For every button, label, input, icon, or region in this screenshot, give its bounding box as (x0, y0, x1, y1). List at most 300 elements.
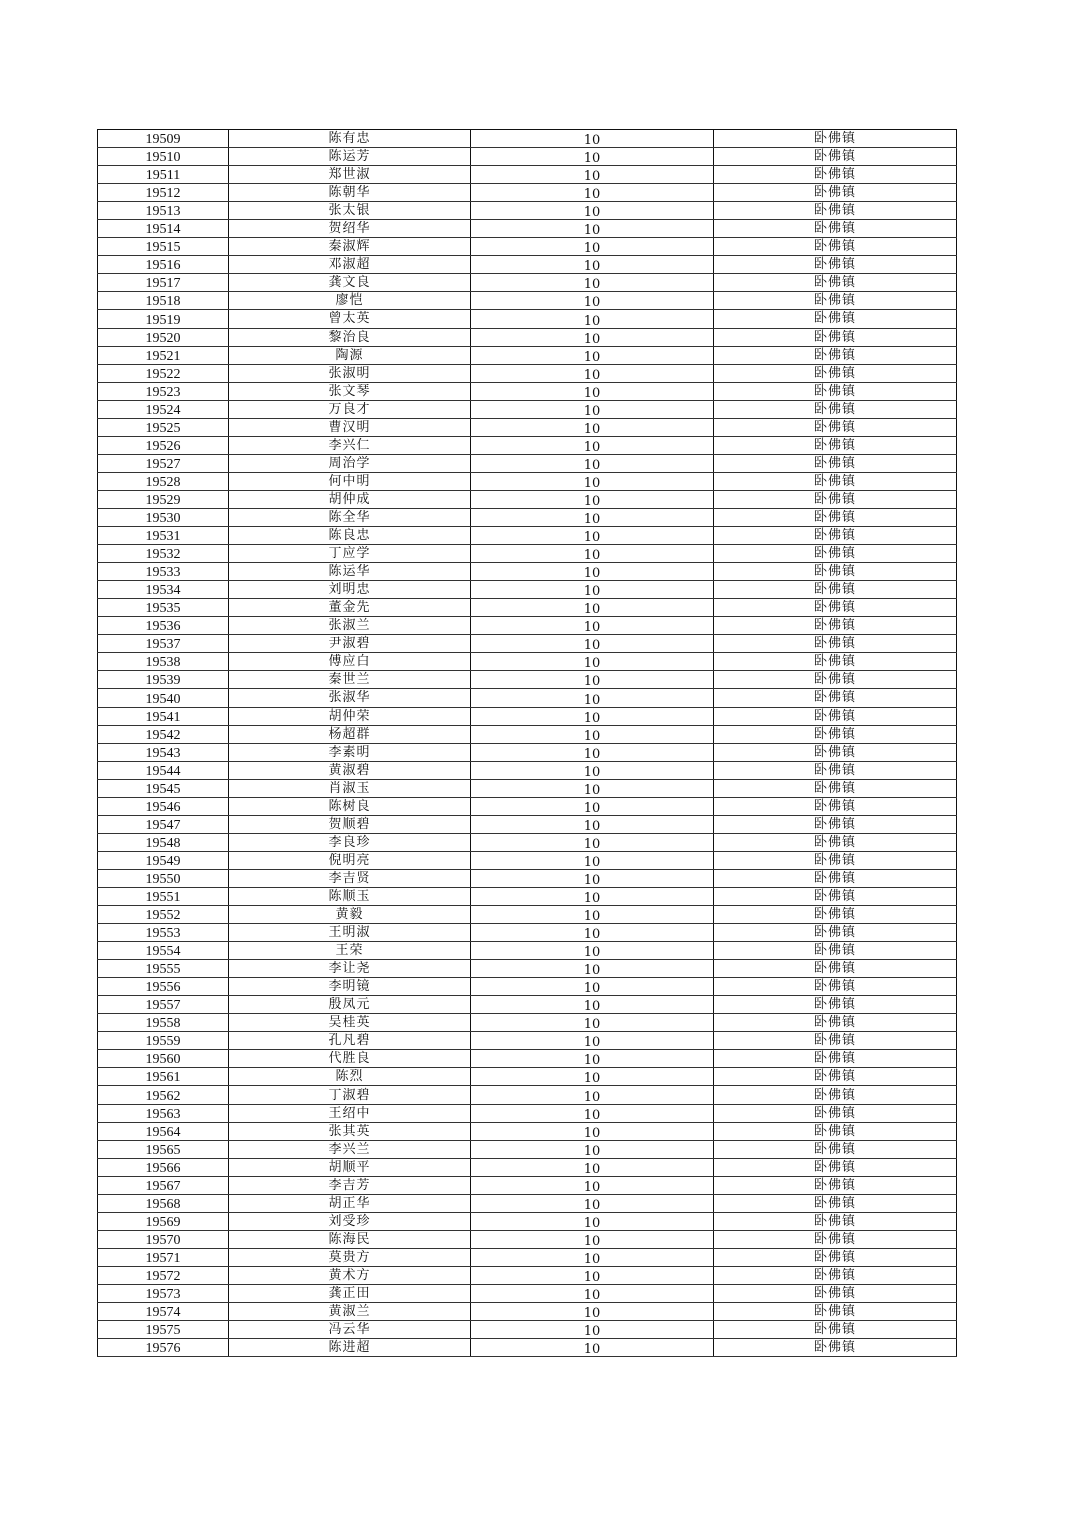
serial-number-cell: 19541 (98, 707, 229, 725)
town-cell: 卧佛镇 (714, 256, 957, 274)
amount-cell: 10 (471, 184, 714, 202)
table-row (98, 1194, 957, 1212)
name-cell: 尹淑碧 (229, 635, 471, 653)
town-cell: 卧佛镇 (714, 328, 957, 346)
name-cell: 冯云华 (229, 1321, 471, 1339)
serial-number-cell: 19549 (98, 851, 229, 869)
name-cell: 周治学 (229, 454, 471, 472)
name-cell: 代胜良 (229, 1050, 471, 1068)
serial-number-cell: 19546 (98, 797, 229, 815)
name-cell: 王绍中 (229, 1104, 471, 1122)
name-cell: 郑世淑 (229, 166, 471, 184)
name-cell: 黄淑碧 (229, 761, 471, 779)
serial-number-cell: 19519 (98, 310, 229, 328)
serial-number-cell: 19553 (98, 924, 229, 942)
town-cell: 卧佛镇 (714, 851, 957, 869)
town-cell: 卧佛镇 (714, 942, 957, 960)
amount-cell: 10 (471, 1068, 714, 1086)
serial-number-cell: 19534 (98, 581, 229, 599)
amount-cell: 10 (471, 310, 714, 328)
amount-cell: 10 (471, 581, 714, 599)
serial-number-cell: 19521 (98, 346, 229, 364)
name-cell: 胡仲成 (229, 490, 471, 508)
name-cell: 张太银 (229, 202, 471, 220)
town-cell: 卧佛镇 (714, 130, 957, 148)
name-cell: 陈进超 (229, 1339, 471, 1357)
table-row (98, 508, 957, 526)
town-cell: 卧佛镇 (714, 292, 957, 310)
town-cell: 卧佛镇 (714, 274, 957, 292)
table-row (98, 292, 957, 310)
town-cell: 卧佛镇 (714, 220, 957, 238)
serial-number-cell: 19562 (98, 1086, 229, 1104)
town-cell: 卧佛镇 (714, 310, 957, 328)
amount-cell: 10 (471, 1158, 714, 1176)
name-cell: 刘明忠 (229, 581, 471, 599)
table-row (98, 815, 957, 833)
name-cell: 胡仲荣 (229, 707, 471, 725)
table-row (98, 1339, 957, 1357)
town-cell: 卧佛镇 (714, 1122, 957, 1140)
name-cell: 李吉芳 (229, 1176, 471, 1194)
serial-number-cell: 19568 (98, 1194, 229, 1212)
amount-cell: 10 (471, 346, 714, 364)
amount-cell: 10 (471, 833, 714, 851)
table-row (98, 599, 957, 617)
table-row (98, 761, 957, 779)
serial-number-cell: 19554 (98, 942, 229, 960)
serial-number-cell: 19565 (98, 1140, 229, 1158)
amount-cell: 10 (471, 1032, 714, 1050)
name-cell: 陈顺玉 (229, 887, 471, 905)
town-cell: 卧佛镇 (714, 1014, 957, 1032)
amount-cell: 10 (471, 563, 714, 581)
name-cell: 刘受珍 (229, 1212, 471, 1230)
town-cell: 卧佛镇 (714, 1303, 957, 1321)
table-row (98, 1140, 957, 1158)
name-cell: 黎治良 (229, 328, 471, 346)
amount-cell: 10 (471, 527, 714, 545)
town-cell: 卧佛镇 (714, 1176, 957, 1194)
town-cell: 卧佛镇 (714, 689, 957, 707)
amount-cell: 10 (471, 996, 714, 1014)
serial-number-cell: 19572 (98, 1266, 229, 1284)
table-row (98, 924, 957, 942)
serial-number-cell: 19543 (98, 743, 229, 761)
name-cell: 殷凤元 (229, 996, 471, 1014)
table-row (98, 454, 957, 472)
town-cell: 卧佛镇 (714, 725, 957, 743)
table-row (98, 563, 957, 581)
amount-cell: 10 (471, 256, 714, 274)
amount-cell: 10 (471, 238, 714, 256)
name-cell: 李明镜 (229, 978, 471, 996)
serial-number-cell: 19551 (98, 887, 229, 905)
town-cell: 卧佛镇 (714, 148, 957, 166)
table-row (98, 833, 957, 851)
table-row (98, 996, 957, 1014)
amount-cell: 10 (471, 166, 714, 184)
amount-cell: 10 (471, 815, 714, 833)
amount-cell: 10 (471, 1266, 714, 1284)
amount-cell: 10 (471, 869, 714, 887)
amount-cell: 10 (471, 1303, 714, 1321)
table-row (98, 743, 957, 761)
serial-number-cell: 19552 (98, 906, 229, 924)
town-cell: 卧佛镇 (714, 400, 957, 418)
serial-number-cell: 19563 (98, 1104, 229, 1122)
town-cell: 卧佛镇 (714, 418, 957, 436)
name-cell: 陈海民 (229, 1230, 471, 1248)
town-cell: 卧佛镇 (714, 1068, 957, 1086)
amount-cell: 10 (471, 418, 714, 436)
table-row (98, 1104, 957, 1122)
town-cell: 卧佛镇 (714, 1285, 957, 1303)
table-row (98, 274, 957, 292)
name-cell: 何中明 (229, 472, 471, 490)
amount-cell: 10 (471, 472, 714, 490)
serial-number-cell: 19524 (98, 400, 229, 418)
serial-number-cell: 19567 (98, 1176, 229, 1194)
serial-number-cell: 19530 (98, 508, 229, 526)
amount-cell: 10 (471, 130, 714, 148)
town-cell: 卧佛镇 (714, 599, 957, 617)
name-cell: 龚文良 (229, 274, 471, 292)
amount-cell: 10 (471, 1050, 714, 1068)
serial-number-cell: 19510 (98, 148, 229, 166)
town-cell: 卧佛镇 (714, 1140, 957, 1158)
name-cell: 黄淑兰 (229, 1303, 471, 1321)
table-row (98, 166, 957, 184)
table-row (98, 436, 957, 454)
amount-cell: 10 (471, 906, 714, 924)
name-cell: 张淑华 (229, 689, 471, 707)
name-cell: 吴桂英 (229, 1014, 471, 1032)
name-cell: 陈有忠 (229, 130, 471, 148)
table-row (98, 364, 957, 382)
town-cell: 卧佛镇 (714, 508, 957, 526)
serial-number-cell: 19548 (98, 833, 229, 851)
amount-cell: 10 (471, 887, 714, 905)
table-row (98, 581, 957, 599)
name-cell: 莫贵方 (229, 1248, 471, 1266)
town-cell: 卧佛镇 (714, 761, 957, 779)
town-cell: 卧佛镇 (714, 563, 957, 581)
town-cell: 卧佛镇 (714, 1158, 957, 1176)
name-cell: 丁应学 (229, 545, 471, 563)
name-cell: 孔凡碧 (229, 1032, 471, 1050)
name-cell: 李素明 (229, 743, 471, 761)
town-cell: 卧佛镇 (714, 364, 957, 382)
table-row (98, 148, 957, 166)
amount-cell: 10 (471, 689, 714, 707)
amount-cell: 10 (471, 364, 714, 382)
table-row (98, 1122, 957, 1140)
amount-cell: 10 (471, 508, 714, 526)
name-cell: 陈良忠 (229, 527, 471, 545)
town-cell: 卧佛镇 (714, 581, 957, 599)
name-cell: 邓淑超 (229, 256, 471, 274)
table-row (98, 256, 957, 274)
serial-number-cell: 19513 (98, 202, 229, 220)
serial-number-cell: 19529 (98, 490, 229, 508)
name-cell: 陈树良 (229, 797, 471, 815)
serial-number-cell: 19550 (98, 869, 229, 887)
serial-number-cell: 19570 (98, 1230, 229, 1248)
table-row (98, 418, 957, 436)
town-cell: 卧佛镇 (714, 1230, 957, 1248)
name-cell: 胡顺平 (229, 1158, 471, 1176)
serial-number-cell: 19520 (98, 328, 229, 346)
name-cell: 曾太英 (229, 310, 471, 328)
amount-cell: 10 (471, 599, 714, 617)
table-row (98, 184, 957, 202)
name-cell: 丁淑碧 (229, 1086, 471, 1104)
name-cell: 张文琴 (229, 382, 471, 400)
name-cell: 肖淑玉 (229, 779, 471, 797)
table-row (98, 797, 957, 815)
town-cell: 卧佛镇 (714, 1194, 957, 1212)
table-row (98, 869, 957, 887)
serial-number-cell: 19528 (98, 472, 229, 490)
table-row (98, 490, 957, 508)
serial-number-cell: 19526 (98, 436, 229, 454)
table-row (98, 1050, 957, 1068)
amount-cell: 10 (471, 978, 714, 996)
amount-cell: 10 (471, 761, 714, 779)
serial-number-cell: 19575 (98, 1321, 229, 1339)
table-row (98, 202, 957, 220)
name-cell: 杨超群 (229, 725, 471, 743)
name-cell: 万良才 (229, 400, 471, 418)
table-row (98, 472, 957, 490)
amount-cell: 10 (471, 1339, 714, 1357)
name-cell: 黄毅 (229, 906, 471, 924)
amount-cell: 10 (471, 1230, 714, 1248)
serial-number-cell: 19518 (98, 292, 229, 310)
amount-cell: 10 (471, 202, 714, 220)
amount-cell: 10 (471, 1176, 714, 1194)
table-row (98, 779, 957, 797)
table-row (98, 1212, 957, 1230)
table-row (98, 978, 957, 996)
amount-cell: 10 (471, 1122, 714, 1140)
table-row (98, 1266, 957, 1284)
town-cell: 卧佛镇 (714, 1339, 957, 1357)
town-cell: 卧佛镇 (714, 1212, 957, 1230)
amount-cell: 10 (471, 653, 714, 671)
town-cell: 卧佛镇 (714, 1266, 957, 1284)
serial-number-cell: 19556 (98, 978, 229, 996)
amount-cell: 10 (471, 1194, 714, 1212)
serial-number-cell: 19560 (98, 1050, 229, 1068)
name-cell: 李兴仁 (229, 436, 471, 454)
town-cell: 卧佛镇 (714, 472, 957, 490)
table-row (98, 1014, 957, 1032)
name-cell: 张淑明 (229, 364, 471, 382)
town-cell: 卧佛镇 (714, 996, 957, 1014)
serial-number-cell: 19555 (98, 960, 229, 978)
amount-cell: 10 (471, 924, 714, 942)
amount-cell: 10 (471, 148, 714, 166)
serial-number-cell: 19532 (98, 545, 229, 563)
table-row (98, 906, 957, 924)
table-row (98, 635, 957, 653)
serial-number-cell: 19511 (98, 166, 229, 184)
table-row (98, 1032, 957, 1050)
serial-number-cell: 19561 (98, 1068, 229, 1086)
table-row (98, 1303, 957, 1321)
serial-number-cell: 19516 (98, 256, 229, 274)
name-cell: 张淑兰 (229, 617, 471, 635)
amount-cell: 10 (471, 328, 714, 346)
table-row (98, 545, 957, 563)
town-cell: 卧佛镇 (714, 545, 957, 563)
amount-cell: 10 (471, 725, 714, 743)
table-row (98, 310, 957, 328)
town-cell: 卧佛镇 (714, 1104, 957, 1122)
table-row (98, 1176, 957, 1194)
name-cell: 贺绍华 (229, 220, 471, 238)
table-row (98, 1086, 957, 1104)
serial-number-cell: 19512 (98, 184, 229, 202)
amount-cell: 10 (471, 220, 714, 238)
town-cell: 卧佛镇 (714, 743, 957, 761)
serial-number-cell: 19517 (98, 274, 229, 292)
table-row (98, 689, 957, 707)
town-cell: 卧佛镇 (714, 527, 957, 545)
name-cell: 陈运芳 (229, 148, 471, 166)
serial-number-cell: 19536 (98, 617, 229, 635)
town-cell: 卧佛镇 (714, 960, 957, 978)
town-cell: 卧佛镇 (714, 653, 957, 671)
town-cell: 卧佛镇 (714, 1086, 957, 1104)
name-cell: 李吉贤 (229, 869, 471, 887)
serial-number-cell: 19535 (98, 599, 229, 617)
town-cell: 卧佛镇 (714, 454, 957, 472)
name-cell: 陶源 (229, 346, 471, 364)
serial-number-cell: 19574 (98, 1303, 229, 1321)
amount-cell: 10 (471, 1014, 714, 1032)
table-row (98, 220, 957, 238)
amount-cell: 10 (471, 779, 714, 797)
amount-cell: 10 (471, 743, 714, 761)
table-row (98, 725, 957, 743)
town-cell: 卧佛镇 (714, 184, 957, 202)
serial-number-cell: 19533 (98, 563, 229, 581)
town-cell: 卧佛镇 (714, 797, 957, 815)
serial-number-cell: 19527 (98, 454, 229, 472)
serial-number-cell: 19515 (98, 238, 229, 256)
amount-cell: 10 (471, 436, 714, 454)
serial-number-cell: 19547 (98, 815, 229, 833)
amount-cell: 10 (471, 1104, 714, 1122)
table-row (98, 382, 957, 400)
town-cell: 卧佛镇 (714, 635, 957, 653)
name-cell: 张其英 (229, 1122, 471, 1140)
name-cell: 黄术方 (229, 1266, 471, 1284)
amount-cell: 10 (471, 1212, 714, 1230)
town-cell: 卧佛镇 (714, 1032, 957, 1050)
amount-cell: 10 (471, 960, 714, 978)
amount-cell: 10 (471, 707, 714, 725)
town-cell: 卧佛镇 (714, 887, 957, 905)
amount-cell: 10 (471, 635, 714, 653)
serial-number-cell: 19542 (98, 725, 229, 743)
table-row (98, 653, 957, 671)
serial-number-cell: 19566 (98, 1158, 229, 1176)
table-row (98, 1158, 957, 1176)
amount-cell: 10 (471, 942, 714, 960)
table-row (98, 1230, 957, 1248)
table-row (98, 851, 957, 869)
table-row (98, 130, 957, 148)
table-row (98, 707, 957, 725)
amount-cell: 10 (471, 1285, 714, 1303)
table-row (98, 1285, 957, 1303)
table-row (98, 1248, 957, 1266)
serial-number-cell: 19571 (98, 1248, 229, 1266)
name-cell: 陈朝华 (229, 184, 471, 202)
amount-cell: 10 (471, 454, 714, 472)
amount-cell: 10 (471, 292, 714, 310)
serial-number-cell: 19531 (98, 527, 229, 545)
serial-number-cell: 19525 (98, 418, 229, 436)
amount-cell: 10 (471, 1086, 714, 1104)
town-cell: 卧佛镇 (714, 833, 957, 851)
amount-cell: 10 (471, 1321, 714, 1339)
amount-cell: 10 (471, 1248, 714, 1266)
amount-cell: 10 (471, 671, 714, 689)
town-cell: 卧佛镇 (714, 202, 957, 220)
roster-table-body (98, 130, 957, 1357)
serial-number-cell: 19540 (98, 689, 229, 707)
serial-number-cell: 19573 (98, 1285, 229, 1303)
town-cell: 卧佛镇 (714, 924, 957, 942)
table-row (98, 960, 957, 978)
town-cell: 卧佛镇 (714, 1050, 957, 1068)
serial-number-cell: 19576 (98, 1339, 229, 1357)
table-row (98, 617, 957, 635)
table-row (98, 671, 957, 689)
table-row (98, 328, 957, 346)
roster-table (97, 129, 957, 1357)
name-cell: 曹汉明 (229, 418, 471, 436)
serial-number-cell: 19523 (98, 382, 229, 400)
serial-number-cell: 19545 (98, 779, 229, 797)
name-cell: 王明淑 (229, 924, 471, 942)
table-row (98, 1068, 957, 1086)
amount-cell: 10 (471, 851, 714, 869)
amount-cell: 10 (471, 1140, 714, 1158)
serial-number-cell: 19514 (98, 220, 229, 238)
name-cell: 陈全华 (229, 508, 471, 526)
town-cell: 卧佛镇 (714, 906, 957, 924)
town-cell: 卧佛镇 (714, 166, 957, 184)
name-cell: 傅应白 (229, 653, 471, 671)
table-row (98, 1321, 957, 1339)
name-cell: 陈运华 (229, 563, 471, 581)
amount-cell: 10 (471, 797, 714, 815)
name-cell: 董金先 (229, 599, 471, 617)
table-row (98, 527, 957, 545)
name-cell: 贺顺碧 (229, 815, 471, 833)
town-cell: 卧佛镇 (714, 1248, 957, 1266)
serial-number-cell: 19539 (98, 671, 229, 689)
town-cell: 卧佛镇 (714, 436, 957, 454)
town-cell: 卧佛镇 (714, 978, 957, 996)
town-cell: 卧佛镇 (714, 869, 957, 887)
